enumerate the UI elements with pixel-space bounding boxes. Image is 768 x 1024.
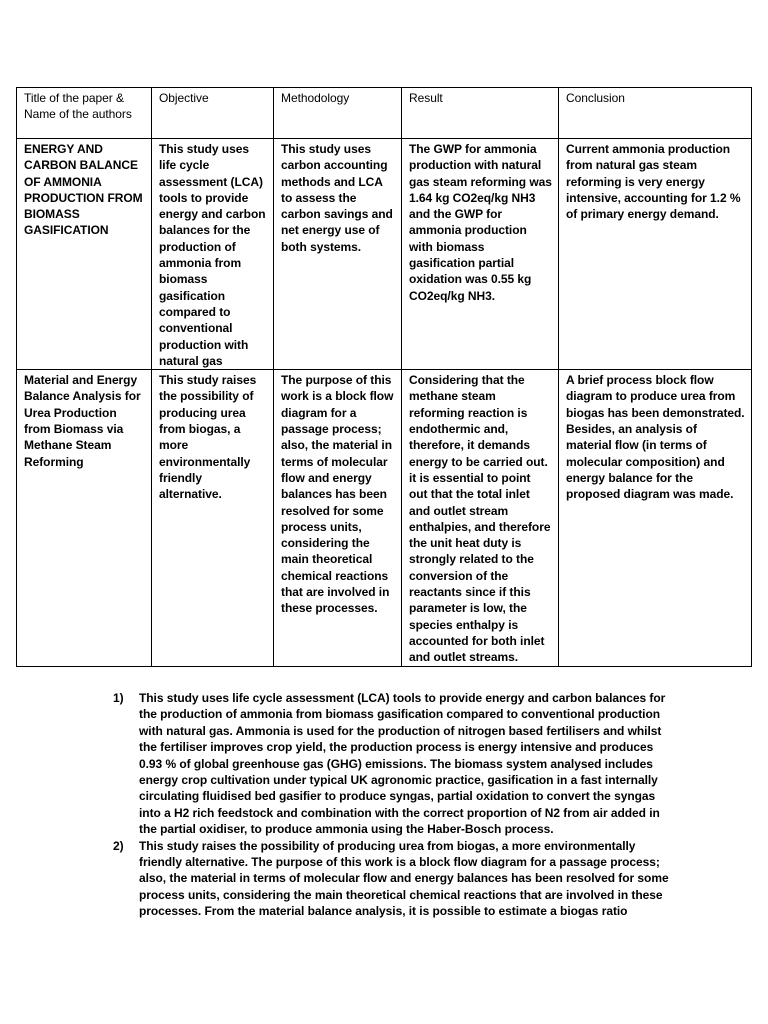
list-item [113, 838, 678, 920]
table-row [17, 370, 752, 666]
header-objective: Objective [152, 88, 274, 139]
cell-methodology: This study uses carbon accounting methods and LCA to assess the carbon savings and net energy use of both systems. [274, 139, 402, 370]
list-item-text: This study uses life cycle assessment (LCA) tools to provide energy and carbon balances for the production of ammonia from biomass gasification compared to conventional production with natural gas. Ammonia is used for the production of nitrogen based fertilisers and whilst the fertiliser improves crop yield, the production process is energy intensive and produces 0.93 % of global greenhouse gas (GHG) emissions. The biomass system analysed includes energy crop cultivation under typical UK agronomic practice, gasification in a fast internally circulating fluidised bed gasifier to produce syngas, partial oxidation to convert the syngas into a H2 rich feedstock and combination with the correct proportion of N2 from air added in the partial oxidiser, to produce ammonia using the Haber-Bosch process. [139, 691, 666, 837]
header-result: Result [402, 88, 559, 139]
numbered-summary-list [113, 690, 678, 920]
list-item-number: 1) [113, 691, 124, 705]
header-methodology: Methodology [274, 88, 402, 139]
cell-conclusion: Current ammonia production from natural gas steam reforming is very energy intensive, accounting for 1.2 % of primary energy demand. [559, 139, 752, 370]
literature-review-table [16, 87, 752, 667]
list-item-number: 2) [113, 838, 124, 853]
list-item-text: This study raises the possibility of producing urea from biogas, a more environmentally friendly alternative. The purpose of this work is a block flow diagram for a passage process; also, the material in terms of molecular flow and energy balances has been resolved for some process units, considering the main theoretical chemical reactions that are involved in these processes. From the material balance analysis, it is possible to estimate a biogas ratio [139, 838, 669, 919]
cell-result: The GWP for ammonia production with natural gas steam reforming was 1.64 kg CO2eq/kg NH3 and the GWP for ammonia production with biomass gasification partial oxidation was 0.55 kg CO2eq/kg NH3. [402, 139, 559, 370]
header-conclusion: Conclusion [559, 88, 752, 139]
list-item [113, 690, 678, 838]
cell-conclusion: A brief process block flow diagram to produce urea from biogas has been demonstrated. Besides, an analysis of material flow (in terms of molecular composition) and energy balance for the proposed diagram was made. [559, 370, 752, 666]
cell-objective: This study raises the possibility of producing urea from biogas, a more environmentally friendly alternative. [152, 370, 274, 666]
cell-title: ENERGY AND CARBON BALANCE OF AMMONIA PRODUCTION FROM BIOMASS GASIFICATION [17, 139, 152, 370]
cell-methodology: The purpose of this work is a block flow diagram for a passage process; also, the material in terms of molecular flow and energy balances has been resolved for some process units, considering the main theoretical chemical reactions that are involved in these processes. [274, 370, 402, 666]
header-title-authors: Title of the paper & Name of the authors [17, 88, 152, 139]
table-header-row [17, 88, 752, 139]
cell-result: Considering that the methane steam reforming reaction is endothermic and, therefore, it demands energy to be carried out. it is essential to point out that the total inlet and outlet stream enthalpies, and therefore the unit heat duty is strongly related to the conversion of the reactants since if this parameter is low, the species enthalpy is accounted for both inlet and outlet streams. [402, 370, 559, 666]
table-row [17, 139, 752, 370]
cell-title: Material and Energy Balance Analysis for Urea Production from Biomass via Methane Steam Reforming [17, 370, 152, 666]
cell-objective: This study uses life cycle assessment (LCA) tools to provide energy and carbon balances for the production of ammonia from biomass gasification compared to conventional production with natural gas [152, 139, 274, 370]
